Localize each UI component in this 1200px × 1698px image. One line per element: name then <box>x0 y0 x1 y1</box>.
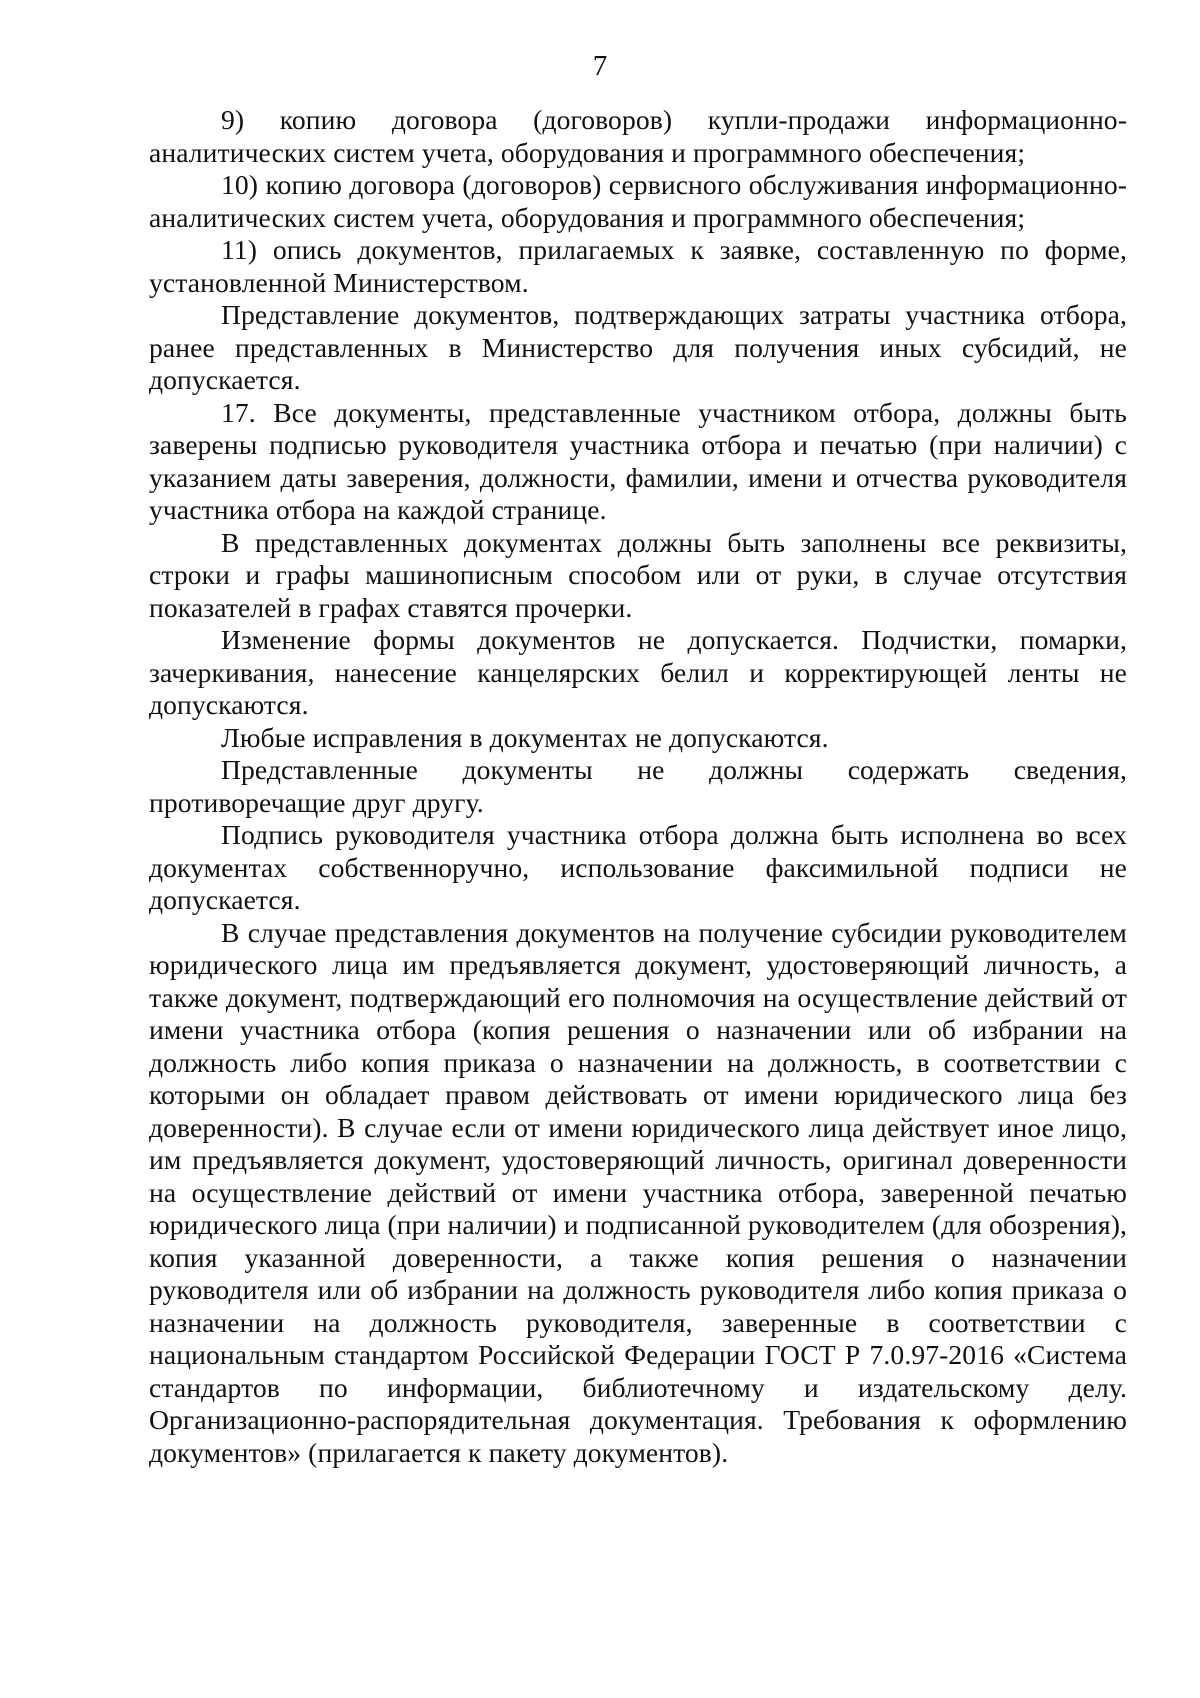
paragraph-required-fields: В представленных документах должны быть заполнены все реквизиты, строки и графы машинописным способом или от руки, в случае отсутствия показателей в графах ставятся прочерки. <box>149 526 1127 623</box>
page-number: 7 <box>592 50 608 82</box>
paragraph-item-10: 10) копию договора (договоров) сервисного обслуживания информационно-аналитических систем учета, оборудования и программного обеспечения; <box>149 169 1127 233</box>
paragraph-form-changes: Изменение формы документов не допускается. Подчистки, помарки, зачеркивания, нанесение канцелярских белил и корректирующей ленты не допускаются. <box>149 624 1127 720</box>
paragraph-representative-documents: В случае представления документов на получение субсидии руководителем юридического лица им предъявляется документ, удостоверяющий личность, а также документ, подтверждающий его полномочия на осуществление действий от имени участника отбора (копия решения о назначении или об избрании на должность либо копия приказа о назначении на должность, в соответствии с которыми он обладает правом действовать от имени юридического лица без доверенности). В случае если от имени юридического лица действует иное лицо, им предъявляется документ, удостоверяющий личность, оригинал доверенности на осуществление действий от имени участника отбора, заверенной печатью юридического лица (при наличии) и подписанной руководителем (для обозрения), копия указанной доверенности, а также копия решения о назначении руководителя или об избрании на должность руководителя либо копия приказа о назначении на должность руководителя, заверенные в соответствии с национальным стандартом Российской Федерации ГОСТ Р 7.0.97-2016 «Система стандартов по информации, библиотечному и издательскому делу. Организационно-распорядительная документация. Требования к оформлению документов» (прилагается к пакету документов). <box>149 916 1127 1468</box>
paragraph-item-11: 11) опись документов, прилагаемых к заявке, составленную по форме, установленной Министерством. <box>149 234 1127 298</box>
document-body <box>149 104 1127 1469</box>
paragraph-section-17: 17. Все документы, представленные участником отбора, должны быть заверены подписью руководителя участника отбора и печатью (при наличии) с указанием даты заверения, должности, фамилии, имени и отчества руководителя участника отбора на каждой странице. <box>149 396 1127 525</box>
paragraph-consistency: Представленные документы не должны содержать сведения, противоречащие друг другу. <box>149 754 1127 818</box>
paragraph-corrections: Любые исправления в документах не допускаются. <box>221 721 829 753</box>
paragraph-item-9: 9) копию договора (договоров) купли-продажи информационно-аналитических систем учета, оборудования и программного обеспечения; <box>149 104 1127 168</box>
paragraph-signature: Подпись руководителя участника отбора должна быть исполнена во всех документах собственноручно, использование факсимильной подписи не допускается. <box>149 819 1127 915</box>
paragraph-costs-restriction: Представление документов, подтверждающих затраты участника отбора, ранее представленных в Министерство для получения иных субсидий, не допускается. <box>149 299 1127 395</box>
